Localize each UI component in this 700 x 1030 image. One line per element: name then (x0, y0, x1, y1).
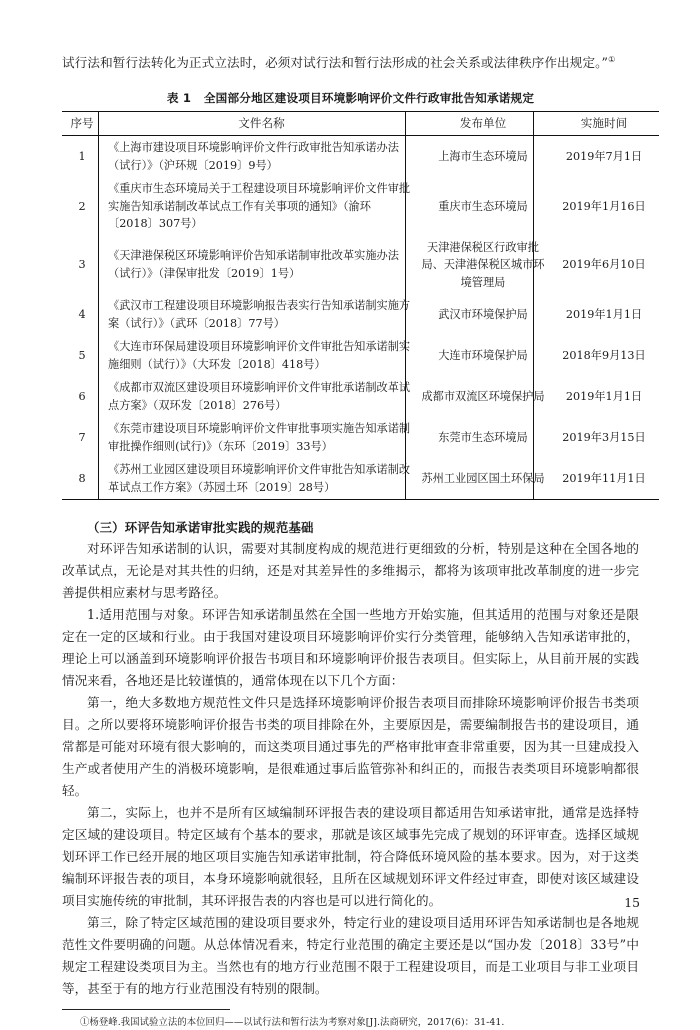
cell-name: 《上海市建设项目环境影响评价文件行政审批告知承诺办法（试行）》（沪环规〔2019〕9号） (108, 141, 399, 172)
cell-date: 2019年11月1日 (549, 458, 659, 500)
cell-date: 2019年3月15日 (562, 430, 646, 444)
cell-no: 7 (78, 430, 86, 444)
table-row (62, 417, 659, 458)
footnote-separator (62, 1009, 230, 1010)
page-content (62, 52, 646, 1030)
section-heading: （三）环评告知承诺审批实践的规范基础 (87, 520, 314, 535)
table-row (62, 236, 659, 295)
cell-name: 《苏州工业园区建设项目环境影响评价文件审批告知承诺制改革试点工作方案》（苏园土环〔2019〕28号） (102, 458, 417, 500)
cell-no: 4 (78, 307, 86, 321)
table-row (62, 335, 659, 376)
body-paragraph-2: 1.适用范围与对象。环评告知承诺制虽然在全国一些地方开始实施，但其适用的范围与对象还是限定在一定的区域和行业。由于我国对建设项目环境影响评价实行分类管理，能够纳入告知承诺审批的，理论上可以涵盖到环境影响评价报告书项目和环境影响评价报告表项目。但实际上，从目前开展的实践情况来看，各地还是比较谨慎的，通常体现在以下几个方面： (62, 607, 639, 688)
table-divider-3 (533, 111, 534, 500)
cell-date: 2018年9月13日 (562, 348, 646, 362)
table-caption-title: 全国部分地区建设项目环境影响评价文件行政审批告知承诺规定 (203, 91, 535, 105)
table-caption (62, 90, 639, 106)
column-header-no: 序号 (62, 112, 102, 136)
cell-name: 《大连市环保局建设项目环境影响评价文件审批告知承诺制实施细则（试行）》（大环发〔2018〕418号） (108, 340, 411, 371)
lead-paragraph (62, 52, 639, 74)
cell-no: 1 (78, 149, 86, 163)
cell-no: 8 (62, 458, 102, 500)
body-paragraph-3: 第一，绝大多数地方规范性文件只是选择环境影响评价报告表项目而排除环境影响评价报告书类项目。之所以要将环境影响评价报告书类的项目排除在外，主要原因是，需要编制报告书的建设项目，通常都是可能对环境有很大影响的，而这类项目通过事先的严格审批审查非常重要，因为其一旦建成投入生产或者使用产生的消极环境影响，是很难通过事后监管弥补和纠正的，而报告表类项目环境影响都很轻。 (62, 695, 639, 798)
cell-no: 3 (78, 258, 86, 271)
column-header-date: 实施时间 (549, 112, 659, 136)
cell-org: 东莞市生态环境局 (438, 430, 528, 444)
table-row (62, 136, 659, 178)
column-header-name: 文件名称 (102, 112, 417, 136)
cell-name: 《东莞市建设项目环境影响评价文件审批事项实施告知承诺制审批操作细则(试行)》（东环〔2019〕33号） (108, 422, 411, 453)
page-number: 15 (624, 895, 640, 910)
table-row (62, 294, 659, 335)
body-paragraph-4: 第二，实际上，也并不是所有区域编制环评报告表的建设项目都适用告知承诺审批，通常是选择特定区域的建设项目。特定区域有个基本的要求，那就是该区域事先完成了规划的环评审查。选择区域规划环评工作已经开展的地区项目实施告知承诺审批制，符合降低环境风险的基本要求。因为，对于这类编制环评报告表的项目，本身环境影响就很轻，且所在区域规划环评文件经过审查，即使对该区域建设项目实施传统的审批制，其环评报告表的内容也是可以进行简化的。 (62, 805, 639, 908)
cell-name: 《武汉市工程建设项目环境影响报告表实行告知承诺制实施方案（试行）》（武环〔2018〕77号） (108, 299, 411, 330)
table-head (62, 112, 659, 136)
cell-name: 《重庆市生态环境局关于工程建设项目环境影响评价文件审批实施告知承诺制改革试点工作有关事项的通知》（渝环〔2018〕307号） (108, 182, 411, 230)
table-divider-1 (98, 111, 99, 500)
cell-no: 5 (78, 348, 86, 362)
regulations-table (62, 111, 659, 500)
cell-name: 《成都市双流区建设项目环境影响评价文件审批承诺制改革试点方案》（双环发〔2018〕276号） (108, 381, 411, 412)
cell-date: 2019年1月1日 (565, 389, 643, 403)
cell-date: 2019年7月1日 (565, 149, 643, 163)
cell-org: 武汉市环境保护局 (438, 307, 528, 321)
table-caption-label: 表 1 (166, 91, 192, 105)
lead-paragraph-text: 试行法和暂行法转化为正式立法时，必须对试行法和暂行法形成的社会关系或法律秩序作出规定。” (62, 55, 609, 70)
cell-org: 苏州工业园区国土环保局 (417, 458, 549, 500)
cell-date: 2019年1月16日 (562, 199, 646, 213)
column-header-org: 发布单位 (417, 112, 549, 136)
cell-org: 大连市环境保护局 (438, 348, 528, 362)
table-wrapper (62, 111, 646, 500)
cell-no: 6 (78, 389, 86, 403)
cell-org: 成都市双流区环境保护局 (421, 389, 545, 403)
cell-org: 天津港保税区行政审批局、天津港保税区城市环境管理局 (421, 240, 545, 289)
table-row (62, 177, 659, 236)
cell-date: 2019年6月10日 (562, 258, 646, 271)
cell-org: 重庆市生态环境局 (438, 199, 528, 213)
table-body (62, 136, 659, 500)
table-header-row (62, 112, 659, 136)
table-divider-2 (405, 111, 406, 500)
footnote-marker-1: ① (608, 54, 616, 64)
body-paragraph-5: 第三，除了特定区域范围的建设项目要求外，特定行业的建设项目适用环评告知承诺制也是各地规范性文件要明确的问题。从总体情况看来，特定行业范围的确定主要还是以“国办发〔2018〕33号”中规定工程建设类项目为主。当然也有的地方行业范围不限于工程建设项目，而是工业项目与非工业项目等，甚至于有的地方行业范围没有特别的限制。 (62, 915, 639, 996)
body-paragraph-1: 对环评告知承诺制的认识，需要对其制度构成的规范进行更细致的分析，特别是这种在全国各地的改革试点，无论是对其共性的归纳，还是对其差异性的多维揭示，都将为该项审批改革制度的进一步完善提供相应素材与思考路径。 (62, 541, 639, 600)
table-row (62, 458, 659, 500)
cell-date: 2019年1月1日 (565, 307, 643, 321)
cell-org: 上海市生态环境局 (438, 149, 528, 163)
footnote-text: ①杨登峰.我国试验立法的本位回归——以试行法和暂行法为考察对象[J].法商研究，2017(6)：31-41. (80, 1017, 505, 1028)
table-row (62, 376, 659, 417)
cell-no: 2 (78, 199, 86, 213)
cell-name: 《天津港保税区环境影响评价告知承诺制审批改革实施办法（试行）》（津保审批发〔2019〕1号） (108, 249, 399, 280)
